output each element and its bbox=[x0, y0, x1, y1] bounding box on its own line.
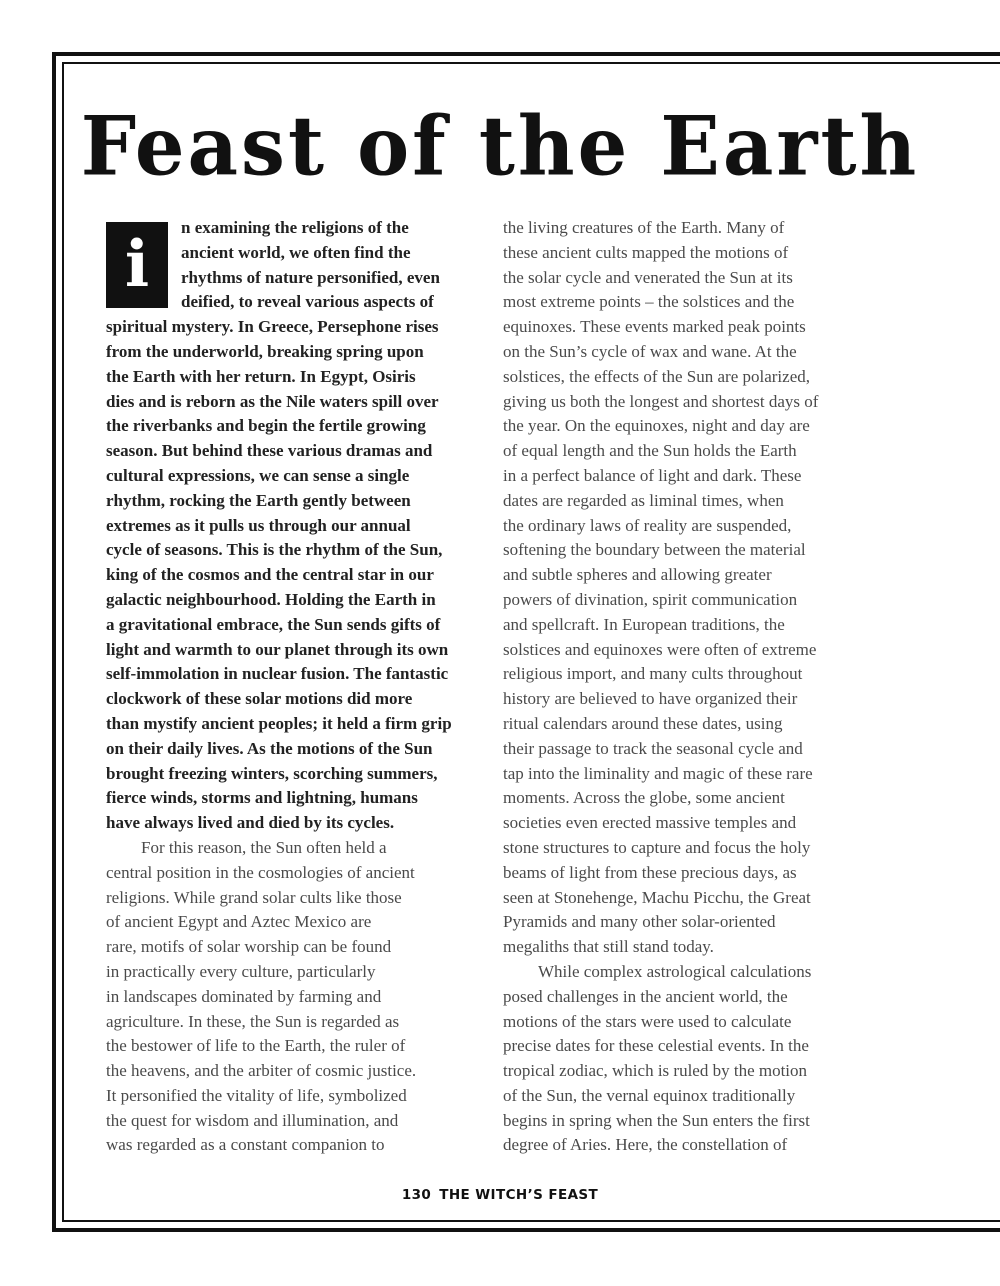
text-line: the bestower of life to the Earth, the ruler of bbox=[106, 1036, 406, 1056]
text-line: solstices, the effects of the Sun are polarized, bbox=[503, 366, 810, 386]
text-line: the Earth with her return. In Egypt, Osiris bbox=[106, 366, 416, 386]
text-line: on the Sun’s cycle of wax and wane. At the bbox=[503, 341, 797, 361]
text-line: ritual calendars around these dates, using bbox=[503, 713, 783, 733]
text-line: deified, to reveal various aspects of bbox=[181, 292, 434, 312]
text-line: For this reason, the Sun often held a bbox=[141, 837, 387, 857]
text-line: fierce winds, storms and lightning, humans bbox=[106, 788, 418, 808]
text-line: of ancient Egypt and Aztec Mexico are bbox=[106, 912, 372, 932]
text-line: from the underworld, breaking spring upon bbox=[106, 341, 424, 361]
text-line: on their daily lives. As the motions of the Sun bbox=[106, 738, 433, 758]
text-line: motions of the stars were used to calculate bbox=[503, 1011, 792, 1031]
text-line: these ancient cults mapped the motions of bbox=[503, 242, 789, 262]
text-line: the living creatures of the Earth. Many of bbox=[503, 218, 785, 237]
drop-cap: i bbox=[106, 222, 168, 308]
text-line: in a perfect balance of light and dark. These bbox=[503, 465, 802, 485]
text-line: king of the cosmos and the central star in our bbox=[106, 565, 434, 585]
text-line: religious import, and many cults throughout bbox=[503, 664, 803, 684]
text-line: precise dates for these celestial events. In the bbox=[503, 1036, 809, 1056]
text-line: of equal length and the Sun holds the Earth bbox=[503, 441, 797, 461]
text-line: cycle of seasons. This is the rhythm of the Sun, bbox=[106, 540, 443, 560]
text-line: degree of Aries. Here, the constellation of bbox=[503, 1135, 788, 1155]
right-paragraph-1 bbox=[503, 216, 875, 960]
text-line: equinoxes. These events marked peak points bbox=[503, 317, 806, 337]
page-footer bbox=[0, 1187, 1000, 1203]
text-line: rhythms of nature personified, even bbox=[181, 267, 440, 287]
text-line: was regarded as a constant companion to bbox=[106, 1135, 385, 1155]
text-line: most extreme points – the solstices and the bbox=[503, 292, 795, 312]
text-line: history are believed to have organized their bbox=[503, 689, 798, 709]
text-line: rhythm, rocking the Earth gently between bbox=[106, 490, 411, 510]
text-line: extremes as it pulls us through our annual bbox=[106, 515, 411, 535]
left-paragraph-2 bbox=[106, 836, 478, 1158]
text-line: spiritual mystery. In Greece, Persephone rises bbox=[106, 317, 439, 337]
text-line: the quest for wisdom and illumination, and bbox=[106, 1110, 399, 1130]
text-line: softening the boundary between the material bbox=[503, 540, 806, 560]
text-line: powers of divination, spirit communication bbox=[503, 589, 798, 609]
text-line: dates are regarded as liminal times, when bbox=[503, 490, 784, 510]
text-line: and spellcraft. In European traditions, the bbox=[503, 614, 785, 634]
text-line: It personified the vitality of life, symbolized bbox=[106, 1085, 407, 1105]
text-line: a gravitational embrace, the Sun sends gifts of bbox=[106, 614, 441, 634]
text-line: clockwork of these solar motions did more bbox=[106, 689, 413, 709]
right-paragraph-2 bbox=[503, 960, 875, 1158]
text-line: tropical zodiac, which is ruled by the motion bbox=[503, 1061, 808, 1081]
text-line: seen at Stonehenge, Machu Picchu, the Great bbox=[503, 887, 811, 907]
text-line: agriculture. In these, the Sun is regarded as bbox=[106, 1011, 400, 1031]
text-line: cultural expressions, we can sense a single bbox=[106, 465, 410, 485]
text-line: the solar cycle and venerated the Sun at its bbox=[503, 267, 793, 287]
text-line: central position in the cosmologies of ancient bbox=[106, 862, 415, 882]
right-column bbox=[503, 216, 875, 1158]
text-line: moments. Across the globe, some ancient bbox=[503, 788, 785, 808]
text-line: and subtle spheres and allowing greater bbox=[503, 565, 772, 585]
text-line: in practically every culture, particularly bbox=[106, 961, 376, 981]
text-line: n examining the religions of the bbox=[181, 218, 409, 237]
left-column bbox=[106, 216, 478, 1158]
text-line: season. But behind these various dramas and bbox=[106, 441, 433, 461]
text-line: have always lived and died by its cycles. bbox=[106, 813, 395, 833]
text-line: posed challenges in the ancient world, the bbox=[503, 986, 788, 1006]
text-line: of the Sun, the vernal equinox traditionally bbox=[503, 1085, 796, 1105]
text-line: While complex astrological calculations bbox=[538, 961, 812, 981]
text-line: megaliths that still stand today. bbox=[503, 937, 714, 957]
text-line: the heavens, and the arbiter of cosmic justice. bbox=[106, 1061, 417, 1081]
text-line: societies even erected massive temples and bbox=[503, 813, 797, 833]
text-line: stone structures to capture and focus the holy bbox=[503, 837, 811, 857]
text-line: in landscapes dominated by farming and bbox=[106, 986, 382, 1006]
left-paragraph-1 bbox=[106, 216, 478, 836]
text-line: religions. While grand solar cults like those bbox=[106, 887, 402, 907]
text-line: ancient world, we often find the bbox=[181, 242, 411, 262]
text-line: tap into the liminality and magic of these rare bbox=[503, 763, 813, 783]
text-line: the riverbanks and begin the fertile growing bbox=[106, 416, 426, 436]
text-line: galactic neighbourhood. Holding the Earth in bbox=[106, 589, 436, 609]
text-line: self-immolation in nuclear fusion. The fantastic bbox=[106, 664, 449, 684]
text-line: their passage to track the seasonal cycle and bbox=[503, 738, 803, 758]
text-line: beams of light from these precious days, as bbox=[503, 862, 797, 882]
text-line: dies and is reborn as the Nile waters spill over bbox=[106, 391, 439, 411]
text-line: giving us both the longest and shortest days of bbox=[503, 391, 819, 411]
text-line: light and warmth to our planet through its own bbox=[106, 639, 449, 659]
text-line: begins in spring when the Sun enters the first bbox=[503, 1110, 810, 1130]
text-line: the year. On the equinoxes, night and day are bbox=[503, 416, 810, 436]
page-number: 130 bbox=[401, 1187, 432, 1203]
text-line: brought freezing winters, scorching summers, bbox=[106, 763, 438, 783]
book-title: THE WITCH’S FEAST bbox=[439, 1187, 599, 1203]
page-title: Feast of the Earth bbox=[80, 98, 920, 195]
text-line: the ordinary laws of reality are suspended, bbox=[503, 515, 792, 535]
text-line: solstices and equinoxes were often of extreme bbox=[503, 639, 817, 659]
text-line: Pyramids and many other solar-oriented bbox=[503, 912, 776, 932]
text-line: rare, motifs of solar worship can be found bbox=[106, 937, 392, 957]
text-line: than mystify ancient peoples; it held a firm grip bbox=[106, 713, 452, 733]
